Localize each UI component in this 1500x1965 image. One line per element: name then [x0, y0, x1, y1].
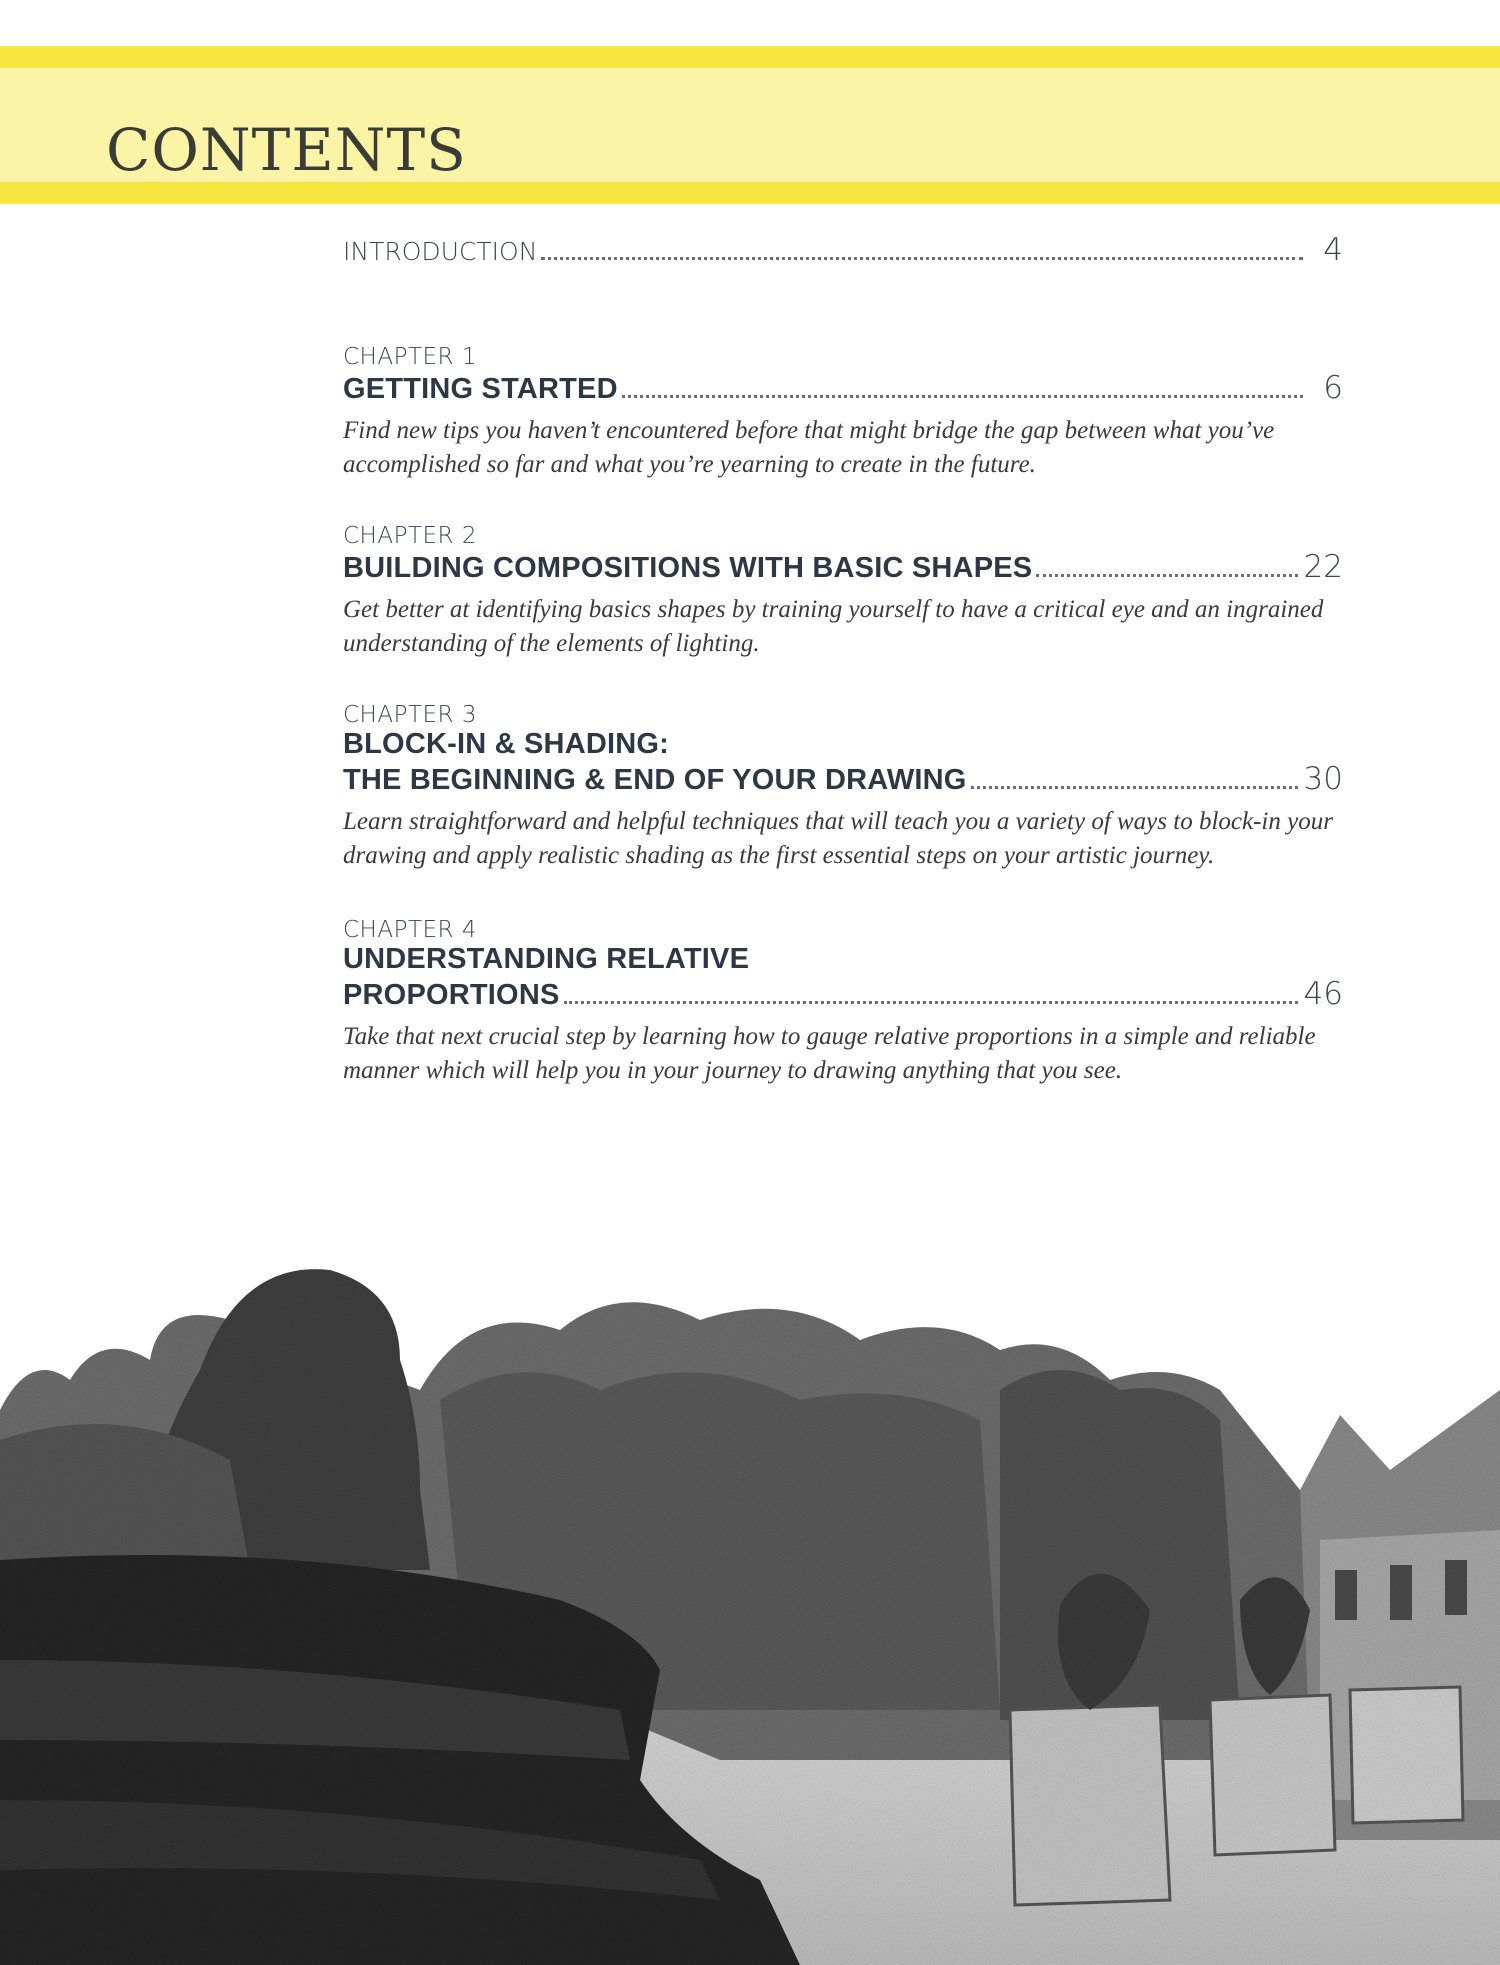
- toc-entry-chapter-3[interactable]: [343, 702, 1343, 873]
- chapter-title: UNDERSTANDING RELATIVE: [343, 943, 750, 975]
- chapter-label: CHAPTER 1: [343, 344, 477, 370]
- chapter-title-line: [343, 549, 1343, 585]
- page-number: 46: [1303, 976, 1343, 1012]
- chapter-description: Find new tips you haven’t encountered before that might bridge the gap between what you’ve accomplished so far and what you’re yearning to create in the future.: [343, 417, 1275, 478]
- chapter-title: BUILDING COMPOSITIONS WITH BASIC SHAPES: [343, 552, 1033, 584]
- chapter-label: CHAPTER 2: [343, 523, 477, 549]
- chapter-title: GETTING STARTED: [343, 373, 618, 405]
- dot-leader: [971, 785, 1298, 789]
- toc-entry-chapter-2[interactable]: [343, 523, 1343, 661]
- page-number: 4: [1323, 232, 1343, 268]
- chapter-label: CHAPTER 4: [343, 917, 477, 943]
- contents-banner: [0, 46, 1500, 204]
- chapter-title-line: [343, 761, 1343, 797]
- chapter-description: Get better at identifying basics shapes by training yourself to have a critical eye and an ingrained understanding of the elements of lighting.: [343, 596, 1324, 657]
- chapter-description: Learn straightforward and helpful techniques that will teach you a variety of ways to block-in your drawing and apply realistic shading as the first essential steps on your artistic journey.: [343, 808, 1333, 869]
- chapter-label: CHAPTER 3: [343, 702, 477, 728]
- chapter-title-line: [343, 976, 1343, 1012]
- chapter-description: Take that next crucial step by learning how to gauge relative proportions in a simple and reliable manner which will help you in your journey to drawing anything that you see.: [343, 1023, 1316, 1084]
- toc-entry-chapter-1[interactable]: [343, 344, 1343, 482]
- pencil-sketch-illustration: [0, 1240, 1500, 1965]
- dot-leader: [622, 394, 1303, 398]
- page-number: 6: [1323, 370, 1343, 406]
- chapter-title: BLOCK-IN & SHADING:: [343, 728, 670, 760]
- toc-entry-introduction[interactable]: [343, 232, 1343, 268]
- page-number: 22: [1303, 549, 1343, 585]
- dot-leader: [1036, 573, 1297, 577]
- introduction-line: [343, 232, 1343, 268]
- chapter-title-line: [343, 370, 1343, 406]
- page-number: 30: [1303, 761, 1343, 797]
- introduction-label: INTRODUCTION: [343, 237, 538, 266]
- dot-leader: [564, 1000, 1298, 1004]
- dot-leader: [541, 256, 1303, 260]
- toc-entry-chapter-4[interactable]: [343, 917, 1343, 1088]
- chapter-title-continued: PROPORTIONS: [343, 979, 560, 1011]
- chapter-title-continued: THE BEGINNING & END OF YOUR DRAWING: [343, 764, 967, 796]
- page-title: CONTENTS: [106, 116, 467, 184]
